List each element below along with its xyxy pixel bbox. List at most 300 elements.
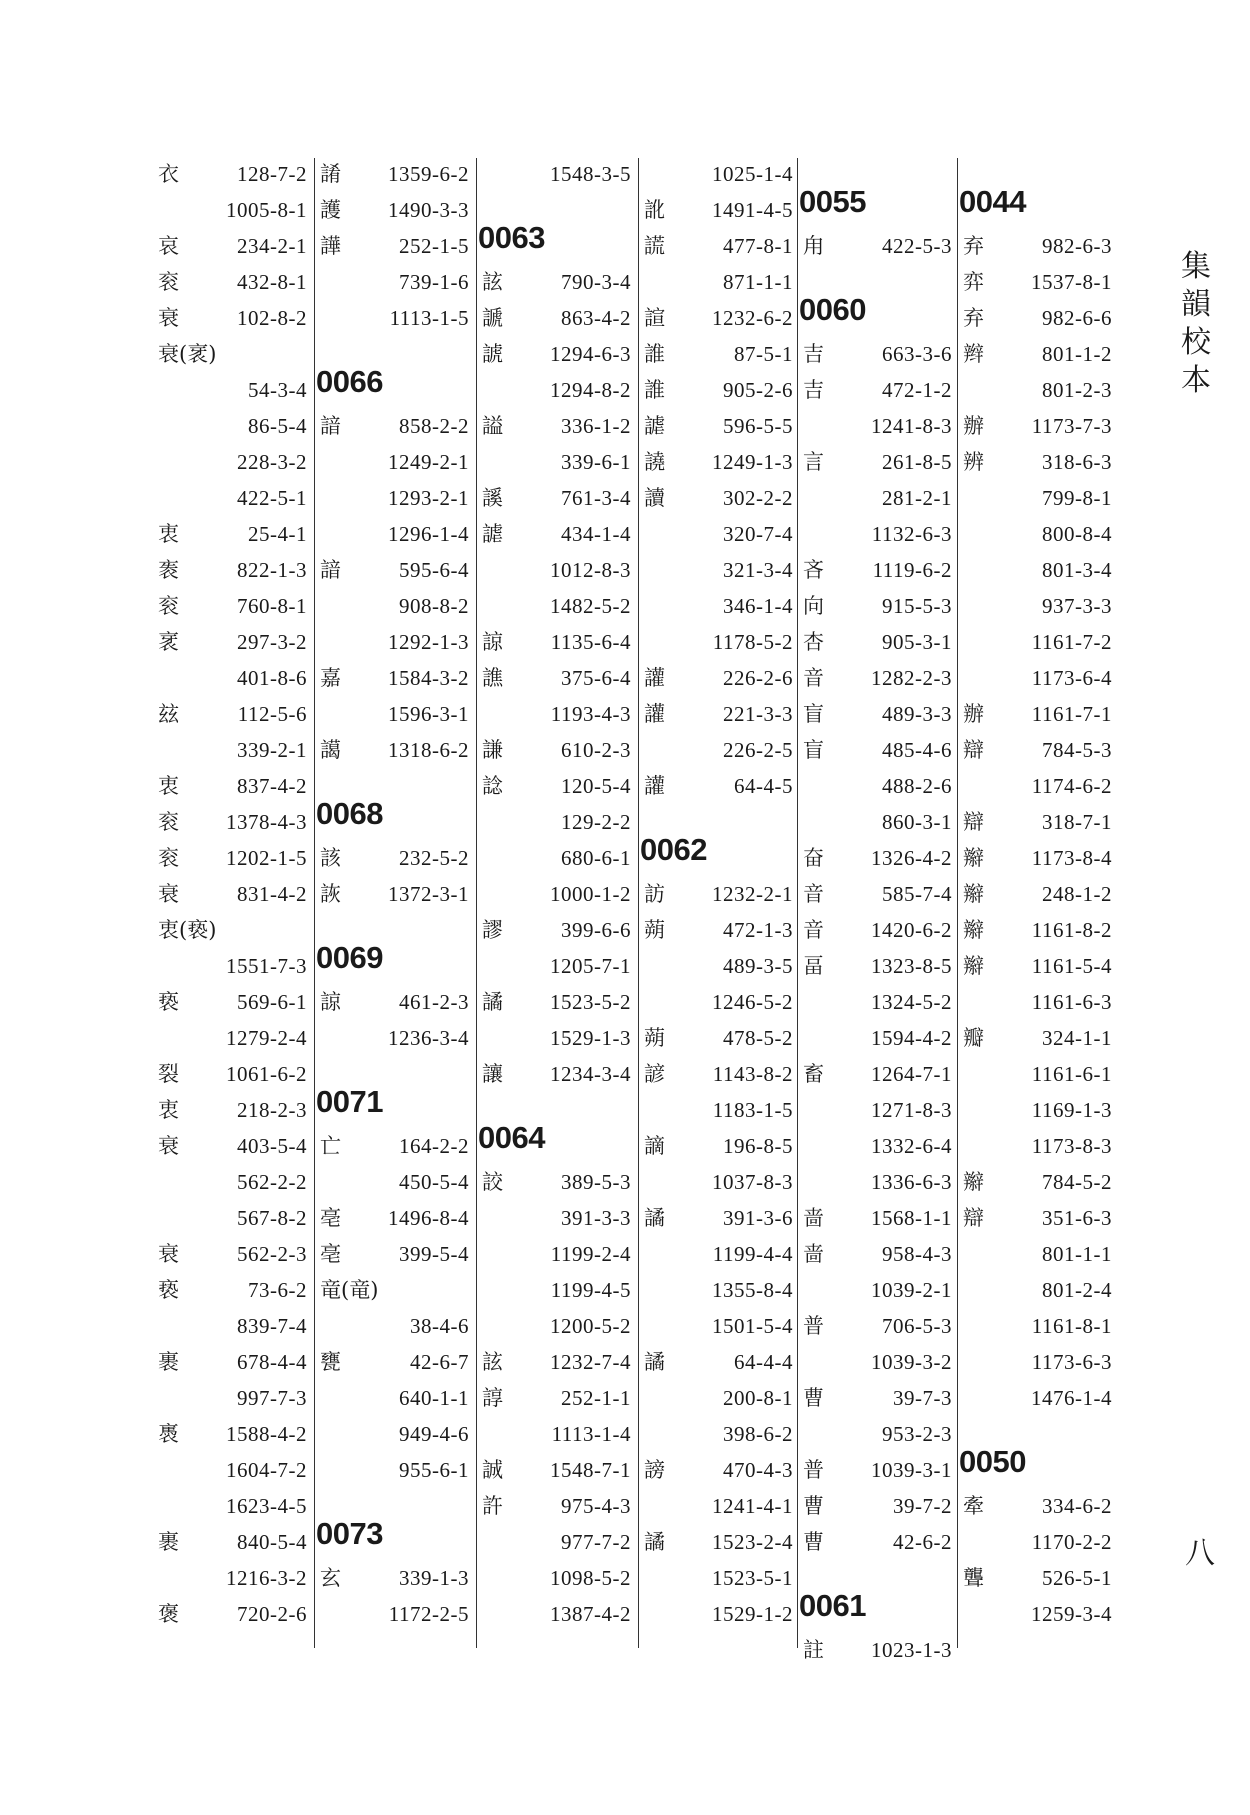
index-entry bbox=[152, 1200, 315, 1236]
index-entry bbox=[476, 660, 639, 696]
entry-character: 音 bbox=[803, 918, 824, 942]
index-entry bbox=[476, 444, 639, 480]
entry-character: 牽 bbox=[963, 1494, 984, 1518]
index-entry bbox=[638, 1020, 801, 1056]
index-entry bbox=[476, 552, 639, 588]
index-entry bbox=[957, 228, 1120, 264]
entry-character: 袠 bbox=[158, 558, 179, 582]
entry-character: 辯 bbox=[963, 1206, 984, 1230]
entry-character: 亳 bbox=[320, 1242, 341, 1266]
index-entry bbox=[152, 1380, 315, 1416]
entry-reference: 1193-4-3 bbox=[550, 702, 631, 726]
index-entry bbox=[797, 1524, 960, 1560]
entry-reference: 1324-5-2 bbox=[871, 990, 952, 1014]
section-heading bbox=[314, 768, 477, 840]
entry-character: 亡 bbox=[320, 1134, 341, 1158]
entry-character: 蒴 bbox=[644, 918, 665, 942]
entry-reference: 391-3-6 bbox=[723, 1206, 793, 1230]
index-entry bbox=[797, 408, 960, 444]
entry-character: 辯 bbox=[963, 810, 984, 834]
entry-reference: 485-4-6 bbox=[882, 738, 952, 762]
index-entry bbox=[957, 876, 1120, 912]
entry-character: 亳 bbox=[320, 1206, 341, 1230]
index-entry bbox=[314, 444, 477, 480]
entry-reference: 760-8-1 bbox=[237, 594, 307, 618]
index-entry bbox=[957, 1560, 1120, 1596]
entry-character: 褭 bbox=[158, 1422, 179, 1446]
entry-character: 誰 bbox=[644, 342, 665, 366]
index-entry bbox=[476, 156, 639, 192]
entry-reference: 450-5-4 bbox=[399, 1170, 469, 1194]
entry-character: 譙 bbox=[482, 666, 503, 690]
index-entry bbox=[797, 1308, 960, 1344]
index-entry bbox=[152, 1020, 315, 1056]
index-entry bbox=[476, 1452, 639, 1488]
entry-reference: 102-8-2 bbox=[237, 306, 307, 330]
entry-reference: 321-3-4 bbox=[723, 558, 793, 582]
entry-reference: 1173-8-4 bbox=[1031, 846, 1112, 870]
entry-reference: 799-8-1 bbox=[1042, 486, 1112, 510]
index-entry bbox=[152, 696, 315, 732]
index-entry bbox=[797, 228, 960, 264]
entry-character: 謚 bbox=[482, 414, 503, 438]
index-entry bbox=[638, 1560, 801, 1596]
entry-reference: 1596-3-1 bbox=[388, 702, 469, 726]
entry-character: 謔 bbox=[644, 414, 665, 438]
index-entry bbox=[152, 624, 315, 660]
entry-reference: 1323-8-5 bbox=[871, 954, 952, 978]
entry-reference: 1202-1-5 bbox=[226, 846, 307, 870]
entry-reference: 422-5-1 bbox=[237, 486, 307, 510]
entry-reference: 567-8-2 bbox=[237, 1206, 307, 1230]
entry-character: 譎 bbox=[644, 1350, 665, 1374]
entry-reference: 1568-1-1 bbox=[871, 1206, 952, 1230]
index-entry bbox=[638, 660, 801, 696]
index-entry bbox=[476, 1164, 639, 1200]
entry-reference: 949-4-6 bbox=[399, 1422, 469, 1446]
entry-reference: 720-2-6 bbox=[237, 1602, 307, 1626]
section-heading bbox=[476, 1092, 639, 1164]
entry-character: 弈 bbox=[963, 270, 984, 294]
entry-reference: 958-4-3 bbox=[882, 1242, 952, 1266]
entry-reference: 837-4-2 bbox=[237, 774, 307, 798]
entry-character: 譊 bbox=[644, 450, 665, 474]
index-entry bbox=[957, 660, 1120, 696]
index-entry bbox=[314, 1020, 477, 1056]
index-entry bbox=[797, 984, 960, 1020]
entry-reference: 1173-8-3 bbox=[1031, 1134, 1112, 1158]
entry-reference: 840-5-4 bbox=[237, 1530, 307, 1554]
entry-reference: 339-6-1 bbox=[561, 450, 631, 474]
index-entry bbox=[797, 948, 960, 984]
entry-reference: 977-7-2 bbox=[561, 1530, 631, 1554]
index-entry bbox=[957, 1380, 1120, 1416]
entry-reference: 953-2-3 bbox=[882, 1422, 952, 1446]
section-code: 0063 bbox=[478, 220, 545, 255]
index-entry bbox=[638, 1056, 801, 1092]
entry-reference: 39-7-2 bbox=[893, 1494, 952, 1518]
index-entry bbox=[152, 192, 315, 228]
index-entry bbox=[152, 804, 315, 840]
entry-reference: 1523-5-1 bbox=[712, 1566, 793, 1590]
entry-reference: 1023-1-3 bbox=[871, 1638, 952, 1662]
entry-reference: 1098-5-2 bbox=[550, 1566, 631, 1590]
index-entry bbox=[314, 1560, 477, 1596]
entry-reference: 790-3-4 bbox=[561, 270, 631, 294]
entry-character: 諗 bbox=[482, 774, 503, 798]
index-entry bbox=[476, 1596, 639, 1632]
entry-reference: 1241-4-1 bbox=[712, 1494, 793, 1518]
entry-character: 衣 bbox=[158, 162, 179, 186]
entry-character: 該 bbox=[320, 846, 341, 870]
index-entry bbox=[314, 156, 477, 192]
index-entry bbox=[476, 1056, 639, 1092]
entry-character: 辦 bbox=[963, 414, 984, 438]
index-entry bbox=[152, 1596, 315, 1632]
entry-reference: 1173-6-3 bbox=[1031, 1350, 1112, 1374]
index-entry bbox=[152, 984, 315, 1020]
entry-character: 啬 bbox=[803, 1206, 824, 1230]
section-code: 0066 bbox=[316, 364, 383, 399]
entry-reference: 1387-4-2 bbox=[550, 1602, 631, 1626]
entry-reference: 1199-4-5 bbox=[550, 1278, 631, 1302]
index-entry bbox=[638, 1272, 801, 1308]
index-entry bbox=[797, 624, 960, 660]
entry-reference: 1241-8-3 bbox=[871, 414, 952, 438]
entry-character: 詼 bbox=[320, 882, 341, 906]
entry-reference: 1336-6-3 bbox=[871, 1170, 952, 1194]
entry-reference: 399-6-6 bbox=[561, 918, 631, 942]
index-entry bbox=[797, 732, 960, 768]
entry-reference: 488-2-6 bbox=[882, 774, 952, 798]
entry-character: 辮 bbox=[963, 1170, 984, 1194]
index-entry bbox=[314, 1236, 477, 1272]
page-number: 八 bbox=[1185, 1536, 1215, 1571]
index-entry bbox=[152, 1272, 315, 1308]
entry-reference: 1232-7-4 bbox=[550, 1350, 631, 1374]
entry-reference: 1161-6-3 bbox=[1031, 990, 1112, 1014]
index-entry bbox=[314, 588, 477, 624]
entry-reference: 120-5-4 bbox=[561, 774, 631, 798]
entry-reference: 1496-8-4 bbox=[388, 1206, 469, 1230]
entry-character: 音 bbox=[803, 666, 824, 690]
entry-reference: 318-6-3 bbox=[1042, 450, 1112, 474]
entry-reference: 1378-4-3 bbox=[226, 810, 307, 834]
index-entry bbox=[797, 1020, 960, 1056]
index-entry bbox=[957, 1056, 1120, 1092]
entry-reference: 64-4-4 bbox=[734, 1350, 793, 1374]
index-entry bbox=[476, 876, 639, 912]
entry-reference: 1061-6-2 bbox=[226, 1062, 307, 1086]
entry-reference: 1326-4-2 bbox=[871, 846, 952, 870]
entry-reference: 569-6-1 bbox=[237, 990, 307, 1014]
index-entry bbox=[797, 1128, 960, 1164]
entry-character: 諒 bbox=[482, 630, 503, 654]
index-entry bbox=[797, 1344, 960, 1380]
index-entry bbox=[638, 696, 801, 732]
index-entry bbox=[476, 1020, 639, 1056]
entry-character: 裹 bbox=[158, 1530, 179, 1554]
entry-character: 譎 bbox=[644, 1530, 665, 1554]
index-entry bbox=[314, 1452, 477, 1488]
entry-reference: 389-5-3 bbox=[561, 1170, 631, 1194]
entry-reference: 1000-1-2 bbox=[550, 882, 631, 906]
entry-reference: 937-3-3 bbox=[1042, 594, 1112, 618]
entry-reference: 640-1-1 bbox=[399, 1386, 469, 1410]
entry-reference: 403-5-4 bbox=[237, 1134, 307, 1158]
index-entry bbox=[314, 732, 477, 768]
entry-reference: 432-8-1 bbox=[237, 270, 307, 294]
entry-reference: 1161-8-1 bbox=[1031, 1314, 1112, 1338]
entry-character: 辦 bbox=[963, 702, 984, 726]
entry-reference: 1012-8-3 bbox=[550, 558, 631, 582]
index-entry bbox=[638, 1488, 801, 1524]
entry-reference: 1161-7-2 bbox=[1031, 630, 1112, 654]
entry-character: 註 bbox=[803, 1638, 824, 1662]
entry-reference: 858-2-2 bbox=[399, 414, 469, 438]
entry-reference: 477-8-1 bbox=[723, 234, 793, 258]
index-entry bbox=[476, 1272, 639, 1308]
index-entry bbox=[797, 1416, 960, 1452]
entry-reference: 302-2-2 bbox=[723, 486, 793, 510]
entry-reference: 339-1-3 bbox=[399, 1566, 469, 1590]
index-entry bbox=[957, 1596, 1120, 1632]
index-entry bbox=[797, 1632, 960, 1668]
index-entry bbox=[957, 444, 1120, 480]
section-heading bbox=[638, 804, 801, 876]
entry-character: 辨 bbox=[963, 450, 984, 474]
index-entry bbox=[638, 192, 801, 228]
index-entry bbox=[152, 1524, 315, 1560]
index-column bbox=[476, 156, 639, 1632]
entry-reference: 1523-2-4 bbox=[712, 1530, 793, 1554]
index-entry bbox=[638, 624, 801, 660]
entry-character: 衰 bbox=[158, 1134, 179, 1158]
index-column bbox=[152, 156, 315, 1632]
entry-character: 譁 bbox=[320, 234, 341, 258]
entry-reference: 1420-6-2 bbox=[871, 918, 952, 942]
entry-reference: 860-3-1 bbox=[882, 810, 952, 834]
index-entry bbox=[152, 480, 315, 516]
index-entry bbox=[957, 1272, 1120, 1308]
section-heading bbox=[314, 912, 477, 984]
entry-reference: 1161-7-1 bbox=[1031, 702, 1112, 726]
entry-character: 衷 bbox=[158, 774, 179, 798]
section-heading bbox=[314, 1488, 477, 1560]
entry-reference: 351-6-3 bbox=[1042, 1206, 1112, 1230]
index-entry bbox=[797, 840, 960, 876]
index-entry bbox=[638, 768, 801, 804]
index-entry bbox=[638, 588, 801, 624]
index-entry bbox=[638, 336, 801, 372]
index-entry bbox=[152, 1560, 315, 1596]
entry-reference: 42-6-7 bbox=[410, 1350, 469, 1374]
index-entry bbox=[314, 1344, 477, 1380]
index-entry bbox=[957, 516, 1120, 552]
entry-reference: 1173-7-3 bbox=[1031, 414, 1112, 438]
index-entry bbox=[314, 624, 477, 660]
index-entry bbox=[476, 912, 639, 948]
index-entry bbox=[476, 732, 639, 768]
index-entry bbox=[957, 1164, 1120, 1200]
section-heading bbox=[957, 1416, 1120, 1488]
index-entry bbox=[638, 984, 801, 1020]
index-entry bbox=[314, 552, 477, 588]
index-entry bbox=[314, 696, 477, 732]
entry-reference: 226-2-5 bbox=[723, 738, 793, 762]
entry-reference: 489-3-5 bbox=[723, 954, 793, 978]
section-heading bbox=[797, 156, 960, 228]
entry-reference: 1216-3-2 bbox=[226, 1566, 307, 1590]
entry-reference: 1037-8-3 bbox=[712, 1170, 793, 1194]
entry-character: 護 bbox=[320, 198, 341, 222]
index-entry bbox=[797, 1056, 960, 1092]
index-entry bbox=[797, 552, 960, 588]
index-entry bbox=[797, 876, 960, 912]
index-column bbox=[957, 156, 1120, 1632]
entry-reference: 1548-7-1 bbox=[550, 1458, 631, 1482]
index-entry bbox=[957, 336, 1120, 372]
entry-character: 裹 bbox=[158, 1350, 179, 1374]
index-entry bbox=[476, 336, 639, 372]
entry-reference: 982-6-6 bbox=[1042, 306, 1112, 330]
entry-reference: 1279-2-4 bbox=[226, 1026, 307, 1050]
index-entry bbox=[476, 300, 639, 336]
index-entry bbox=[476, 1236, 639, 1272]
entry-character: 譪 bbox=[320, 738, 341, 762]
index-entry bbox=[638, 1236, 801, 1272]
entry-reference: 1282-2-3 bbox=[871, 666, 952, 690]
index-entry bbox=[476, 480, 639, 516]
entry-character: 詃 bbox=[482, 270, 503, 294]
entry-character: 訛 bbox=[644, 198, 665, 222]
entry-character: 杏 bbox=[803, 630, 824, 654]
entry-character: 誰 bbox=[644, 378, 665, 402]
entry-character: 訪 bbox=[644, 882, 665, 906]
index-entry bbox=[638, 876, 801, 912]
entry-reference: 1172-2-5 bbox=[388, 1602, 469, 1626]
entry-reference: 221-3-3 bbox=[723, 702, 793, 726]
index-entry bbox=[797, 1488, 960, 1524]
index-entry bbox=[957, 804, 1120, 840]
entry-reference: 1292-1-3 bbox=[388, 630, 469, 654]
index-entry bbox=[152, 552, 315, 588]
entry-reference: 1491-4-5 bbox=[712, 198, 793, 222]
entry-reference: 1039-3-1 bbox=[871, 1458, 952, 1482]
index-entry bbox=[797, 1200, 960, 1236]
section-heading bbox=[314, 1056, 477, 1128]
index-entry bbox=[152, 912, 315, 948]
index-entry bbox=[152, 1236, 315, 1272]
entry-reference: 1259-3-4 bbox=[1031, 1602, 1112, 1626]
index-entry bbox=[957, 696, 1120, 732]
entry-reference: 831-4-2 bbox=[237, 882, 307, 906]
entry-character: 謫 bbox=[644, 1134, 665, 1158]
index-entry bbox=[638, 480, 801, 516]
entry-character: 諳 bbox=[320, 558, 341, 582]
entry-reference: 1161-5-4 bbox=[1031, 954, 1112, 978]
entry-reference: 663-3-6 bbox=[882, 342, 952, 366]
index-entry bbox=[314, 300, 477, 336]
index-entry bbox=[152, 408, 315, 444]
entry-reference: 871-1-1 bbox=[723, 270, 793, 294]
entry-reference: 228-3-2 bbox=[237, 450, 307, 474]
running-title: 集韻校本 bbox=[1181, 249, 1211, 398]
entry-reference: 1005-8-1 bbox=[226, 198, 307, 222]
entry-reference: 1372-3-1 bbox=[388, 882, 469, 906]
entry-character: 蒴 bbox=[644, 1026, 665, 1050]
entry-reference: 320-7-4 bbox=[723, 522, 793, 546]
index-entry bbox=[957, 1020, 1120, 1056]
entry-character: 辮 bbox=[963, 918, 984, 942]
index-entry bbox=[152, 768, 315, 804]
entry-character: 辫 bbox=[963, 342, 984, 366]
section-code: 0062 bbox=[640, 832, 707, 867]
index-entry bbox=[638, 732, 801, 768]
index-entry bbox=[797, 1092, 960, 1128]
entry-character: 言 bbox=[803, 450, 824, 474]
index-entry bbox=[152, 732, 315, 768]
entry-character: 哀 bbox=[158, 234, 179, 258]
entry-reference: 905-3-1 bbox=[882, 630, 952, 654]
index-entry bbox=[797, 588, 960, 624]
entry-character: 聾 bbox=[963, 1566, 984, 1590]
entry-character: 讙 bbox=[644, 666, 665, 690]
entry-reference: 346-1-4 bbox=[723, 594, 793, 618]
entry-character: 曹 bbox=[803, 1386, 824, 1410]
entry-reference: 1246-5-2 bbox=[712, 990, 793, 1014]
entry-reference: 1264-7-1 bbox=[871, 1062, 952, 1086]
index-entry bbox=[638, 1344, 801, 1380]
section-heading bbox=[797, 1560, 960, 1632]
index-entry bbox=[314, 1164, 477, 1200]
entry-reference: 678-4-4 bbox=[237, 1350, 307, 1374]
entry-character: 謔 bbox=[482, 522, 503, 546]
entry-reference: 297-3-2 bbox=[237, 630, 307, 654]
index-entry bbox=[152, 660, 315, 696]
entry-reference: 610-2-3 bbox=[561, 738, 631, 762]
index-entry bbox=[957, 984, 1120, 1020]
entry-reference: 595-6-4 bbox=[399, 558, 469, 582]
entry-reference: 905-2-6 bbox=[723, 378, 793, 402]
entry-character: 謗 bbox=[644, 1458, 665, 1482]
entry-character: 諕 bbox=[482, 342, 503, 366]
entry-character: 誵 bbox=[320, 162, 341, 186]
index-entry bbox=[957, 408, 1120, 444]
entry-reference: 1161-8-2 bbox=[1031, 918, 1112, 942]
index-entry bbox=[638, 1452, 801, 1488]
entry-character: 曹 bbox=[803, 1494, 824, 1518]
entry-character: 普 bbox=[803, 1314, 824, 1338]
entry-character: 諺 bbox=[644, 1062, 665, 1086]
entry-reference: 955-6-1 bbox=[399, 1458, 469, 1482]
index-entry bbox=[957, 1308, 1120, 1344]
entry-reference: 1174-6-2 bbox=[1031, 774, 1112, 798]
index-entry bbox=[797, 1380, 960, 1416]
entry-reference: 801-2-4 bbox=[1042, 1278, 1112, 1302]
section-code: 0060 bbox=[799, 292, 866, 327]
index-entry bbox=[638, 408, 801, 444]
entry-reference: 801-3-4 bbox=[1042, 558, 1112, 582]
entry-character: 音 bbox=[803, 882, 824, 906]
entry-character: 辮 bbox=[963, 882, 984, 906]
index-column bbox=[638, 156, 801, 1632]
entry-reference: 801-2-3 bbox=[1042, 378, 1112, 402]
section-code: 0073 bbox=[316, 1516, 383, 1551]
entry-reference: 801-1-2 bbox=[1042, 342, 1112, 366]
index-entry bbox=[152, 1128, 315, 1164]
entry-reference: 324-1-1 bbox=[1042, 1026, 1112, 1050]
